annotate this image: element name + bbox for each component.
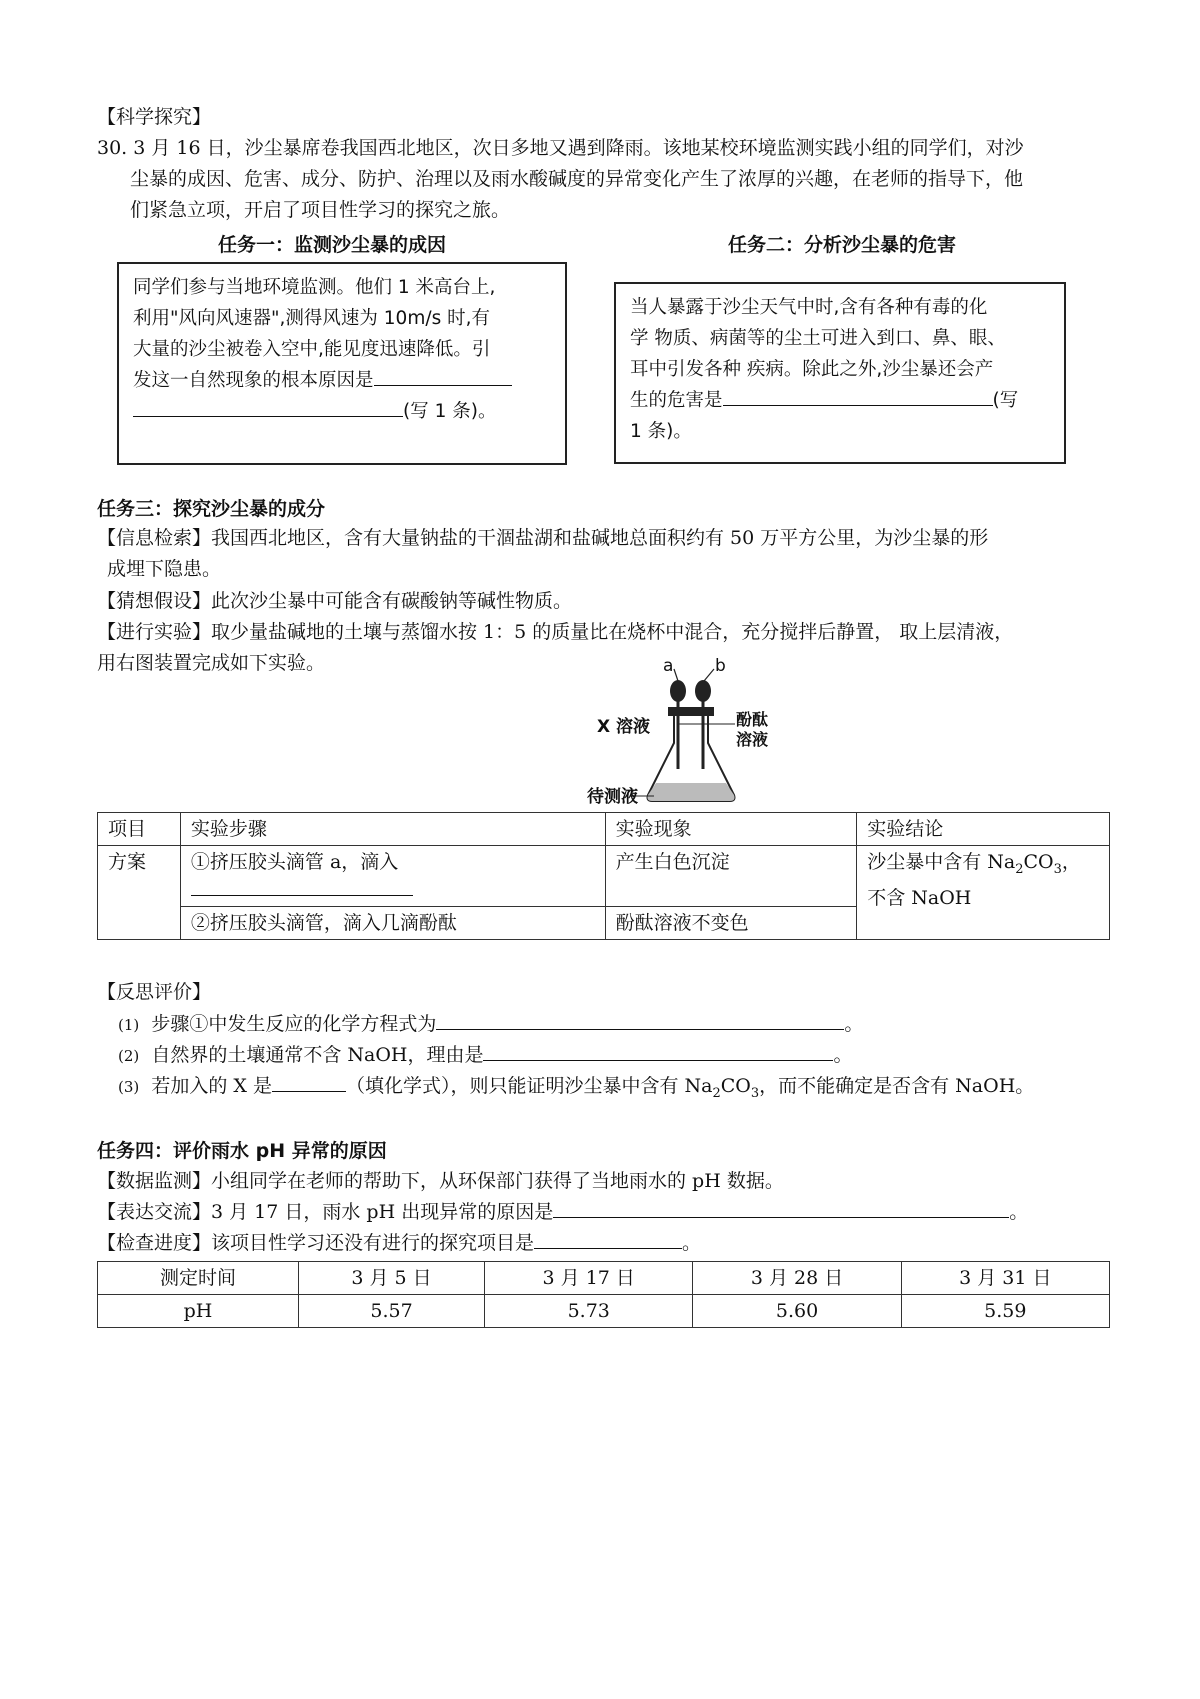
task2-line2: 学 物质、病菌等的尘土可进入到口、鼻、眼、: [630, 328, 1006, 349]
task4-express-period: 。: [1009, 1201, 1029, 1223]
task4-check-blank[interactable]: [534, 1230, 682, 1249]
task3-experiment-line2: 用右图装置完成如下实验。: [97, 652, 326, 674]
task2-line5: 1 条)。: [630, 421, 692, 442]
step1-cell: [180, 846, 605, 907]
ph-table-row-values: [98, 1295, 1110, 1328]
conclusion-text-c: ，: [1061, 851, 1081, 873]
label-x-solution: X 溶液: [597, 717, 651, 737]
ph-table-row-dates: [98, 1262, 1110, 1295]
task2-line1: 当人暴露于沙尘天气中时,含有各种有毒的化: [630, 297, 988, 318]
task1-line4: 发这一自然现象的根本原因是: [133, 370, 374, 391]
header-item: 项目: [98, 813, 181, 846]
task2-answer-blank[interactable]: [723, 387, 993, 406]
task1-answer-blank-2[interactable]: [133, 398, 403, 417]
header-observation: 实验现象: [605, 813, 857, 846]
reflection-q1: [118, 1009, 863, 1040]
task1-box: [117, 262, 567, 465]
conclusion-text-a: 沙尘暴中含有 Na: [867, 851, 1016, 873]
q3-text-a: 若加入的 X 是: [151, 1075, 272, 1097]
experiment-table: [97, 812, 1110, 940]
stopper: [668, 707, 714, 716]
ph-cell: 3 月 17 日: [485, 1262, 693, 1295]
task1-answer-blank-1[interactable]: [374, 367, 512, 386]
conclusion-line2: 不含 NaOH: [867, 886, 972, 909]
section-label: 【科学探究】: [97, 106, 212, 128]
step2: ②挤压胶头滴管，滴入几滴酚酞: [180, 907, 605, 940]
task1-line2: 利用"风向风速器",测得风速为 10m/s 时,有: [133, 308, 490, 329]
reflection-title: 【反思评价】: [97, 981, 212, 1003]
conclusion-sub2: 3: [1053, 861, 1062, 877]
task4-check-text: 【检查进度】该项目性学习还没有进行的探究项目是: [97, 1232, 535, 1254]
conclusion-sub1: 2: [1015, 861, 1024, 877]
task2-line4b: (写: [992, 390, 1019, 411]
label-test-liquid: 待测液: [587, 787, 638, 807]
reflection-q3: [118, 1071, 1034, 1109]
q2-answer-blank[interactable]: [483, 1042, 833, 1061]
task4-express-blank[interactable]: [553, 1199, 1009, 1218]
label-phenolphthalein-2: 溶液: [736, 730, 769, 749]
task3-experiment-line1: 【进行实验】取少量盐碱地的土壤与蒸馏水按 1：5 的质量比在烧杯中混合，充分搅拌后静置， 取上层清液，: [97, 621, 1014, 643]
dropper-a-bulb: [670, 680, 686, 702]
ph-cell: 3 月 31 日: [901, 1262, 1109, 1295]
task1-line1: 同学们参与当地环境监测。他们 1 米高台上,: [133, 277, 496, 298]
ph-cell: 3 月 28 日: [693, 1262, 901, 1295]
task1-title: 任务一：监测沙尘暴的成因: [218, 234, 447, 256]
ph-cell: pH: [98, 1295, 299, 1328]
task2-line3: 耳中引发各种 疾病。除此之外,沙尘暴还会产: [630, 359, 994, 380]
q30-line3: 们紧急立项，开启了项目性学习的探究之旅。: [130, 199, 511, 221]
task2-title: 任务二：分析沙尘暴的危害: [728, 234, 957, 256]
q1-number: (1): [118, 1016, 140, 1034]
q3-text-b: （填化学式），则只能证明沙尘暴中含有 Na: [345, 1075, 713, 1097]
header-conclusion: 实验结论: [857, 813, 1110, 846]
step1-answer-blank[interactable]: [191, 877, 413, 896]
q1-text: 步骤①中发生反应的化学方程式为: [151, 1013, 437, 1035]
task4-check-period: 。: [682, 1232, 702, 1254]
q1-answer-blank[interactable]: [436, 1011, 844, 1030]
task3-info-line2: 成埋下隐患。: [107, 558, 222, 580]
ph-cell: 3 月 5 日: [299, 1262, 485, 1295]
q3-sub1: 2: [712, 1085, 721, 1101]
q30-line1: 30. 3 月 16 日，沙尘暴席卷我国西北地区，次日多地又遇到降雨。该地某校环境监测实践小组的同学们，对沙: [97, 137, 1024, 159]
ph-cell: 测定时间: [98, 1262, 299, 1295]
task4-check: [97, 1228, 701, 1258]
observation2: 酚酞溶液不变色: [605, 907, 857, 940]
conclusion-cell: [857, 846, 1110, 940]
q3-number: (3): [118, 1078, 140, 1096]
conclusion-text-b: CO: [1023, 851, 1054, 873]
task3-hypothesis: 【猜想假设】此次沙尘暴中可能含有碳酸钠等碱性物质。: [97, 590, 573, 612]
ph-table: [97, 1261, 1110, 1328]
q3-text-d: ，而不能确定是否含有 NaOH。: [759, 1075, 1035, 1097]
task4-express-text: 【表达交流】3 月 17 日，雨水 pH 出现异常的原因是: [97, 1201, 554, 1223]
q2-number: (2): [118, 1047, 140, 1065]
q2-text: 自然界的土壤通常不含 NaOH，理由是: [151, 1044, 484, 1066]
dropper-b-bulb: [695, 680, 711, 702]
table-header-row: [98, 813, 1110, 846]
task2-line4a: 生的危害是: [630, 390, 723, 411]
q30-line2: 尘暴的成因、危害、成分、防护、治理以及雨水酸碱度的异常变化产生了浓厚的兴趣，在老师的指导下，他: [130, 168, 1024, 190]
label-a: a: [663, 656, 674, 676]
task2-box: [614, 282, 1066, 464]
q3-text-c: CO: [720, 1075, 751, 1097]
step1-text: ①挤压胶头滴管 a，滴入: [190, 851, 399, 873]
task3-info-line1: 【信息检索】我国西北地区，含有大量钠盐的干涸盐湖和盐碱地总面积约有 50 万平方公里，为沙尘暴的形: [97, 527, 989, 549]
ph-cell: 5.60: [693, 1295, 901, 1328]
header-steps: 实验步骤: [180, 813, 605, 846]
task3-title: 任务三：探究沙尘暴的成分: [97, 498, 326, 520]
task4-data: 【数据监测】小组同学在老师的帮助下，从环保部门获得了当地雨水的 pH 数据。: [97, 1170, 784, 1192]
q3-sub2: 3: [750, 1085, 760, 1101]
label-phenolphthalein-1: 酚酞: [736, 710, 769, 729]
label-b: b: [715, 656, 726, 676]
ph-cell: 5.73: [485, 1295, 693, 1328]
task4-express: [97, 1197, 1028, 1227]
task1-line3: 大量的沙尘被卷入空中,能见度迅速降低。引: [133, 339, 491, 360]
q2-period: 。: [833, 1044, 853, 1066]
ph-cell: 5.59: [901, 1295, 1109, 1328]
observation1: 产生白色沉淀: [605, 846, 857, 907]
row-label: 方案: [98, 846, 181, 940]
ph-cell: 5.57: [299, 1295, 485, 1328]
reflection-q2: [118, 1040, 853, 1071]
q1-period: 。: [844, 1013, 864, 1035]
task4-title: 任务四：评价雨水 pH 异常的原因: [97, 1140, 387, 1162]
table-row: [98, 846, 1110, 907]
task1-line5: (写 1 条)。: [403, 401, 497, 422]
q3-answer-blank[interactable]: [272, 1073, 346, 1092]
